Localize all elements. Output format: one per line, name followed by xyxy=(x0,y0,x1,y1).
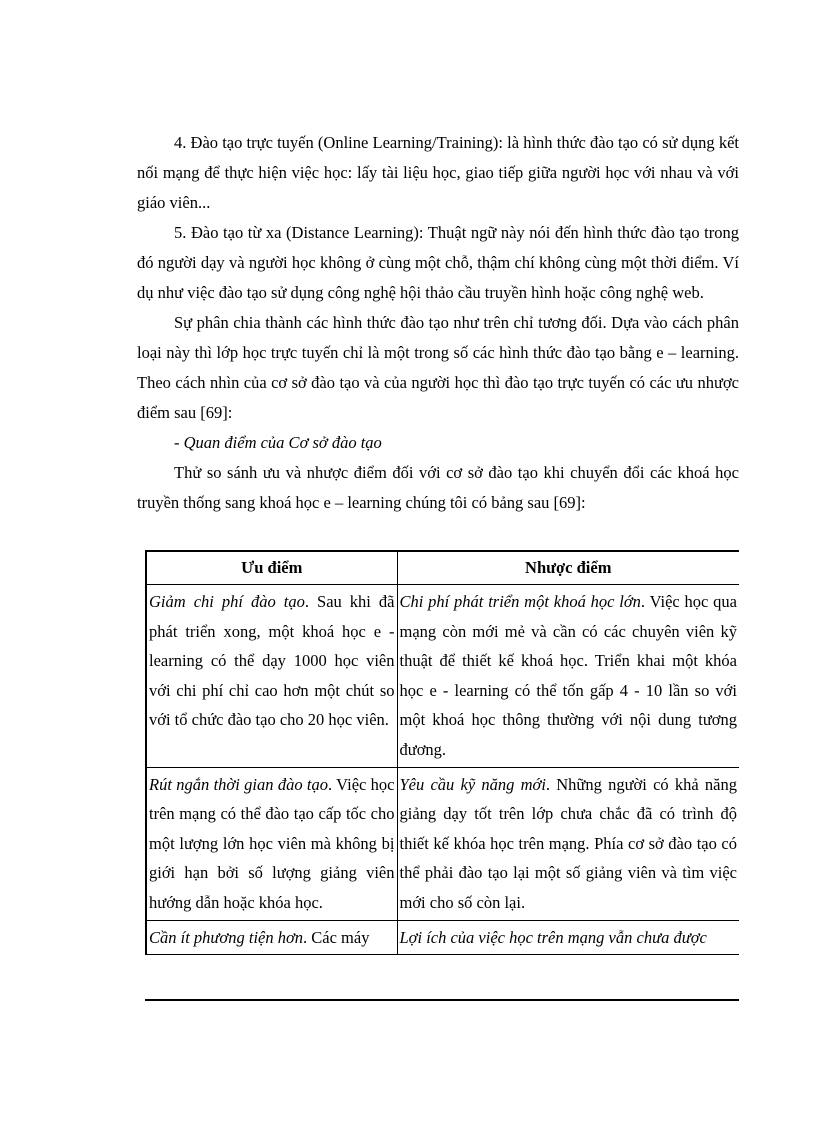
advantage-text: . Sau khi đã phát triển xong, một khoá học e - learning có thể dạy 1000 học viên với chi phí chỉ cao hơn một chút so với tổ chức đào tạo cho 20 học viên. xyxy=(149,592,395,730)
advantage-text: . Việc học trên mạng có thể đào tạo cấp tốc cho một lượng lớn học viên mà không bị giới hạn bởi số lượng giảng viên hướng dẫn hoặc khóa học. xyxy=(149,774,395,912)
subheading-institution-view: - Quan điểm của Cơ sở đào tạo xyxy=(174,433,382,452)
disadvantage-cell xyxy=(397,585,739,768)
paragraph-classification: Sự phân chia thành các hình thức đào tạo như trên chỉ tương đối. Dựa vào cách phân loại này thì lớp học trực tuyến chỉ là một trong số các hình thức đào tạo bằng e – learning. Theo cách nhìn của cơ sở đào tạo và của người học thì đào tạo trực tuyến có các ưu nhược điểm sau [69]: xyxy=(137,313,739,422)
disadvantage-text: . Việc học qua mạng còn mới mẻ và cần có các chuyên viên kỹ thuật để thiết kế khoá học. Triển khai một khóa học e - learning có thể tốn gấp 4 - 10 lần so với một khoá học thông thường với nội dung tương đương. xyxy=(399,592,737,759)
table-row xyxy=(146,767,739,920)
advantage-cell xyxy=(146,920,397,955)
disadvantage-title: Yêu cầu kỹ năng mới xyxy=(399,774,546,794)
paragraph-table-intro: Thử so sánh ưu và nhược điểm đối với cơ sở đào tạo khi chuyển đổi các khoá học truyền thống sang khoá học e – learning chúng tôi có bảng sau [69]: xyxy=(137,463,739,512)
advantage-text: . Các máy xyxy=(303,927,370,947)
body-text xyxy=(137,128,739,518)
advantage-title: Giảm chi phí đào tạo xyxy=(149,592,305,611)
table-row xyxy=(146,920,739,955)
advantage-title: Cần ít phương tiện hơn xyxy=(149,927,304,947)
table-row xyxy=(146,585,739,768)
disadvantage-title: Chi phí phát triển một khoá học lớn xyxy=(399,592,641,611)
paragraph-distance-learning: 5. Đào tạo từ xa (Distance Learning): Thuật ngữ này nói đến hình thức đào tạo trong đó người dạy và người học không ở cùng một chỗ, thậm chí không cùng một thời điểm. Ví dụ như việc đào tạo sử dụng công nghệ hội thảo cầu truyền hình hoặc công nghệ web. xyxy=(137,223,739,302)
header-advantages: Ưu điểm xyxy=(146,551,397,585)
comparison-table xyxy=(145,550,739,955)
advantage-cell xyxy=(146,767,397,920)
header-disadvantages: Nhược điểm xyxy=(397,551,739,585)
table-header-row xyxy=(146,551,739,585)
disadvantage-cell xyxy=(397,920,739,955)
comparison-table-container xyxy=(145,550,739,1001)
disadvantage-text: . Những người có khả năng giảng dạy tốt trên lớp chưa chắc đã có trình độ thiết kế khóa học trên mạng. Phía cơ sở đào tạo có thể phải đào tạo lại một số giảng viên và tìm việc mới cho số còn lại. xyxy=(399,774,737,912)
paragraph-online-learning: 4. Đào tạo trực tuyến (Online Learning/Training): là hình thức đào tạo có sử dụng kết nối mạng để thực hiện việc học: lấy tài liệu học, giao tiếp giữa người học với nhau và với giáo viên... xyxy=(137,133,739,212)
advantage-title: Rút ngắn thời gian đào tạo xyxy=(149,774,329,794)
advantage-cell xyxy=(146,585,397,768)
disadvantage-title: Lợi ích của việc học trên mạng vẫn chưa được xyxy=(399,927,707,947)
disadvantage-cell xyxy=(397,767,739,920)
